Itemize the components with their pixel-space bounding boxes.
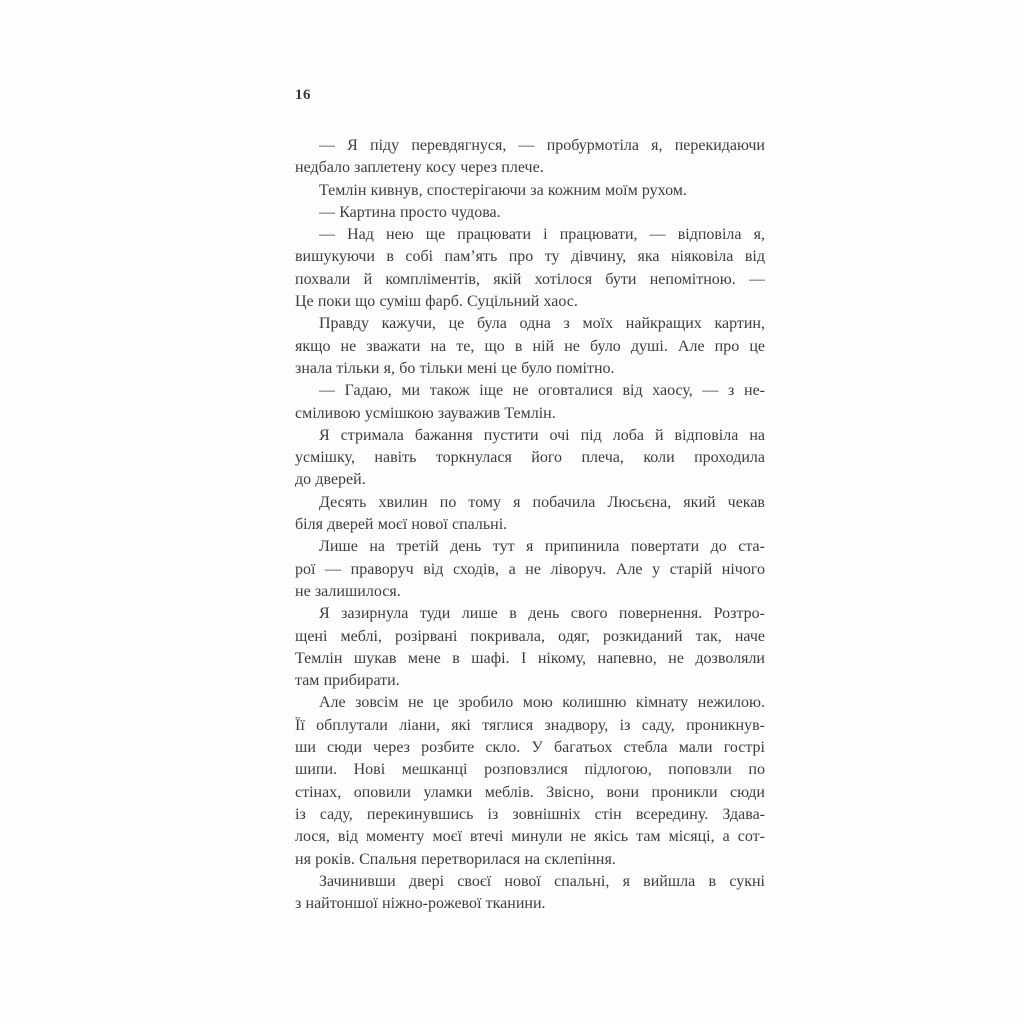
text-line: рої — праворуч від сходів, а не ліворуч. Але у старій нічого: [295, 560, 765, 578]
text-line: Я зазирнула туди лише в день свого повернення. Розтро-: [319, 605, 765, 623]
text-line: — Гадаю, ми також іще не оговталися від хаосу, — з не-: [319, 382, 765, 400]
paragraph: [295, 135, 765, 180]
text-block: [295, 135, 765, 915]
text-line: з найтоншої ніжно-рожевої тканини.: [295, 895, 546, 913]
text-line: не залишилося.: [295, 582, 401, 600]
text-line: ши сюди через розбите скло. У багатьох стебла мали гострі: [295, 739, 765, 757]
text-line: недбало заплетену косу через плече.: [295, 159, 544, 177]
paragraph: [295, 536, 765, 603]
text-line: шипи. Нові мешканці розповзлися підлогою, поповзли по: [295, 761, 765, 779]
text-line: — Я піду перевдягнуся, — пробурмотіла я, перекидаючи: [319, 137, 765, 154]
text-line: Зачинивши двері своєї нової спальні, я вийшла в сукні: [319, 872, 765, 890]
text-line: Я стримала бажання пустити очі під лоба й відповіла на: [319, 426, 765, 444]
text-line: Це поки що суміш фарб. Суцільний хаос.: [295, 293, 578, 311]
text-line: щені меблі, розірвані покривала, одяг, розкиданий так, наче: [295, 627, 765, 645]
paragraph: [295, 380, 765, 425]
text-line: ня років. Спальня перетворилася на склепіння.: [295, 850, 616, 868]
paragraph: [295, 180, 765, 202]
page-number: 16: [295, 87, 311, 103]
paragraph: [295, 425, 765, 492]
text-line: Лише на третій день тут я припинила повертати до ста-: [319, 538, 765, 556]
text-line: Десять хвилин по тому я побачила Люсьєна, який чекав: [319, 493, 765, 511]
text-line: якщо не зважати на те, що в ній не було душі. Але про це: [295, 337, 765, 355]
text-line: вишукуючи в собі пам’ять про ту дівчину, яка ніяковіла від: [295, 248, 765, 266]
paragraph: [295, 313, 765, 380]
paragraph: [295, 492, 765, 537]
text-line: там прибирати.: [295, 672, 400, 690]
paragraph: [295, 871, 765, 916]
text-line: лося, від моменту моєї втечі минули не якісь там місяці, а сот-: [295, 828, 765, 846]
text-line: Темлін шукав мене в шафі. І нікому, напевно, не дозволяли: [295, 649, 765, 667]
text-line: Темлін кивнув, спостерігаючи за кожним моїм рухом.: [319, 181, 687, 199]
paragraph: [295, 202, 765, 224]
text-line: — Картина просто чудова.: [319, 203, 501, 221]
text-line: Правду кажучи, це була одна з моїх найкращих картин,: [319, 315, 765, 333]
paragraph: [295, 692, 765, 870]
text-line: Але зовсім не це зробило мою колишню кімнату нежилою.: [319, 694, 765, 712]
text-line: — Над нею ще працювати і працювати, — відповіла я,: [319, 226, 765, 244]
paragraph: [295, 224, 765, 313]
paragraph: [295, 603, 765, 692]
text-line: стінах, оповили уламки меблів. Звісно, вони проникли сюди: [295, 783, 765, 801]
text-line: сміливою усмішкою зауважив Темлін.: [295, 404, 556, 422]
text-line: біля дверей моєї нової спальні.: [295, 516, 508, 534]
text-line: із саду, перекинувшись із зовнішніх стін всередину. Здава-: [295, 805, 765, 823]
text-line: Її обплутали ліани, які тяглися знадвору, із саду, проникнув-: [295, 716, 765, 734]
text-line: знала тільки я, бо тільки мені це було помітно.: [295, 359, 615, 377]
text-line: до дверей.: [295, 471, 366, 489]
text-line: усмішку, навіть торкнулася його плеча, коли проходила: [295, 449, 765, 467]
text-line: похвали й компліментів, якій хотілося бути непомітною. —: [295, 270, 765, 288]
